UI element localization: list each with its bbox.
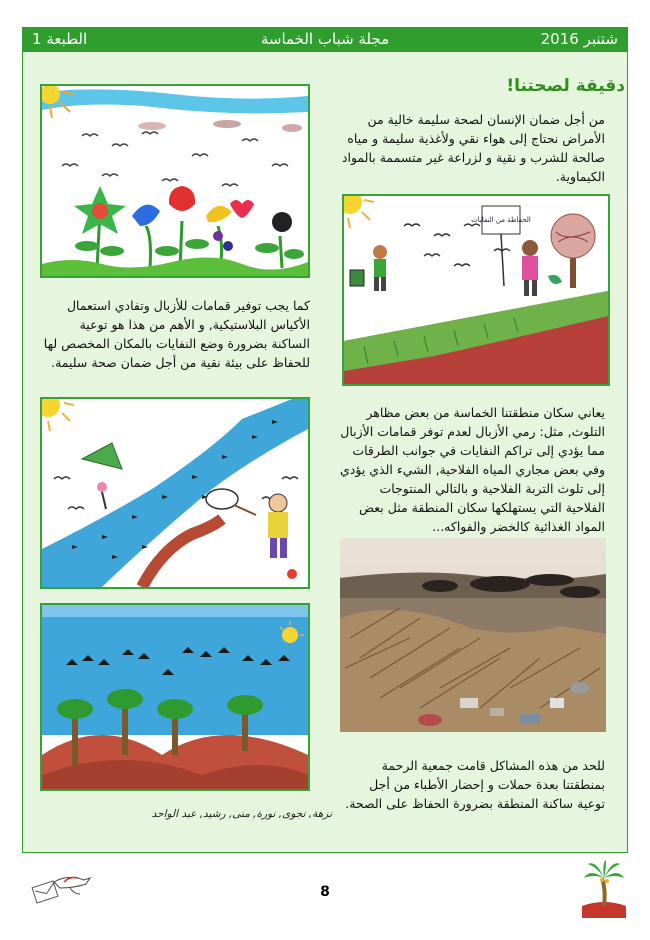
palms-drawing <box>40 603 310 791</box>
garbage-photo <box>340 538 606 732</box>
authors-credit: نزهة, نجوى, نورة, منى, رشيد, عبد الواحد <box>151 808 332 820</box>
flowers-drawing <box>40 84 310 278</box>
issue-date: شتنبر 2016 <box>540 30 618 48</box>
pollution-paragraph: يعاني سكان منطقتنا الخماسة من بعض مظاهر التلوث, مثل: رمي الأزبال لعدم توفر قمامات الأزبال مما يؤدي إلى تراكم النفايات في جوانب الطرقات وفي بعض مجاري المياه الفلاحية, الشيء الذي يؤدي إلى تلوث التربة الفلاحية و بالتالي المنتوجات الفلاحية التي يستهلكها سكان المنطقة مثل بعض المواد الغذائية كالخضر والفواكه... <box>340 405 605 534</box>
article-title: دقيقة لصحتنا! <box>506 76 625 96</box>
solutions-paragraph: كما يجب توفير قمامات للأزبال وتفادي استعمال الأكياس البلاستيكية, و الأهم من هذا هو توعية الساكنة بضرورة وضع النفايات بالمكان المخصص لها للحفاظ على بيئة نقية من أجل ضمان صحة سليمة. <box>43 298 310 370</box>
sign-text: الحفاظة من النفايات <box>471 216 531 224</box>
palm-tree-logo <box>582 860 626 918</box>
intro-paragraph: من أجل ضمان الإنسان لصحة سليمة خالية من الأمراض نحتاج إلى هواء نقي ولأغذية سليمة و مياه صالحة للشرب و نقية و لزراعة غير متسممة بالمواد الكيماوية. <box>341 112 605 184</box>
header-bar <box>22 27 628 51</box>
magazine-title: مجلة شباب الخماسة <box>260 30 390 48</box>
association-paragraph: للحد من هذه المشاكل قامت جمعية الرحمة بمنطقتنا بعدة حملات و إحضار الأطباء من أجل توعية ساكنة المنطقة بضرورة الحفاظ على الصحة. <box>345 758 605 811</box>
edition-label: الطبعة 1 <box>32 30 88 48</box>
river-drawing <box>40 397 310 589</box>
page-number: 8 <box>320 884 330 900</box>
farmers-drawing <box>342 194 610 386</box>
